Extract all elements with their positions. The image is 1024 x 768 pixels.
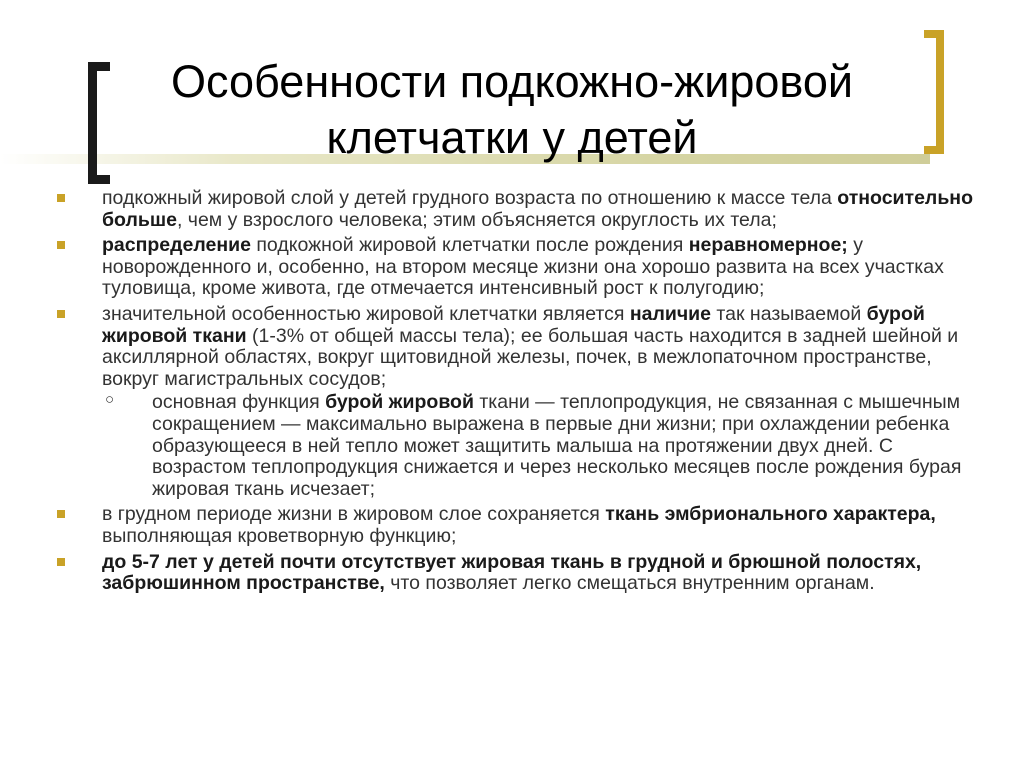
- bullet-bold-text: наличие: [629, 302, 711, 325]
- slide-title: [112, 54, 912, 166]
- bullet-bold-text: неравномерное;: [688, 234, 848, 257]
- left-bracket-decoration: [88, 62, 110, 184]
- square-bullet-icon: [57, 241, 65, 249]
- bullet-point-5: [55, 552, 985, 595]
- bullet-bold-text: ткань эмбрионального характера,: [605, 503, 936, 526]
- sub-bullet-point-1: [102, 392, 985, 500]
- bullet-bold-text: бурой жировой ткани: [102, 302, 925, 347]
- bullet-point-3: [55, 304, 985, 500]
- bullet-text: что позволяет легко смещаться внутренним органам.: [384, 572, 875, 595]
- bullet-bold-text: распределение: [102, 234, 251, 257]
- bullet-point-4: [55, 504, 985, 547]
- sub-bullet-list: [102, 392, 985, 500]
- bullet-text: подкожной жировой клетчатки после рождения: [250, 234, 689, 257]
- circle-bullet-icon: ○: [105, 391, 115, 409]
- bullet-text: в грудном периоде жизни в жировом слое сохраняется: [102, 503, 606, 526]
- square-bullet-icon: [57, 510, 65, 518]
- bullet-text: подкожный жировой слой у детей грудного возраста по отношению к массе тела: [102, 187, 838, 209]
- bullet-text: выполняющая кроветворную функцию;: [102, 524, 457, 547]
- bullet-text: ткани — теплопродукция, не связанная с мышечным сокращением — максимально выражена в первые дни жизни; при охлаждении ребенка образующееся в ней тепло может защитить малыша на протяжении двух дней. С возрастом теплопродукция снижается и через несколько месяцев после рождения бурая жировая ткань исчезает;: [152, 391, 962, 500]
- bullet-point-1: [55, 188, 985, 231]
- bullet-bold-text: бурой жировой: [325, 391, 474, 414]
- bullet-point-2: [55, 235, 985, 300]
- bullet-text: основная функция: [152, 391, 326, 414]
- bullet-bold-text: относительно больше: [102, 187, 973, 231]
- bullet-bold-text: до 5-7 лет у детей почти отсутствует жировая ткань в грудной и брюшной полостях, забрюшинном пространстве,: [102, 550, 922, 595]
- bullet-list: [55, 188, 985, 599]
- square-bullet-icon: [57, 310, 65, 318]
- bullet-text: так называемой: [711, 302, 867, 325]
- bullet-text: значительной особенностью жировой клетчатки является: [102, 302, 630, 325]
- bullet-text: , чем у взрослого человека; этим объясняется округлость их тела;: [176, 208, 777, 231]
- slide-title-line-2: клетчатки у детей: [326, 112, 698, 163]
- right-bracket-decoration: [924, 30, 944, 154]
- bullet-text: (1-3% от общей массы тела); ее большая часть находится в задней шейной и аксиллярной областях, вокруг щитовидной железы, почек, в межлопаточном пространстве, вокруг магистральных сосудов;: [102, 324, 959, 390]
- slide-title-line-1: Особенности подкожно-жировой: [170, 56, 853, 107]
- square-bullet-icon: [57, 194, 65, 202]
- square-bullet-icon: [57, 558, 65, 566]
- bullet-text: у новорожденного и, особенно, на втором месяце жизни она хорошо развита на всех участках туловища, кроме живота, где отмечается интенсивный рост к полугодию;: [102, 234, 944, 300]
